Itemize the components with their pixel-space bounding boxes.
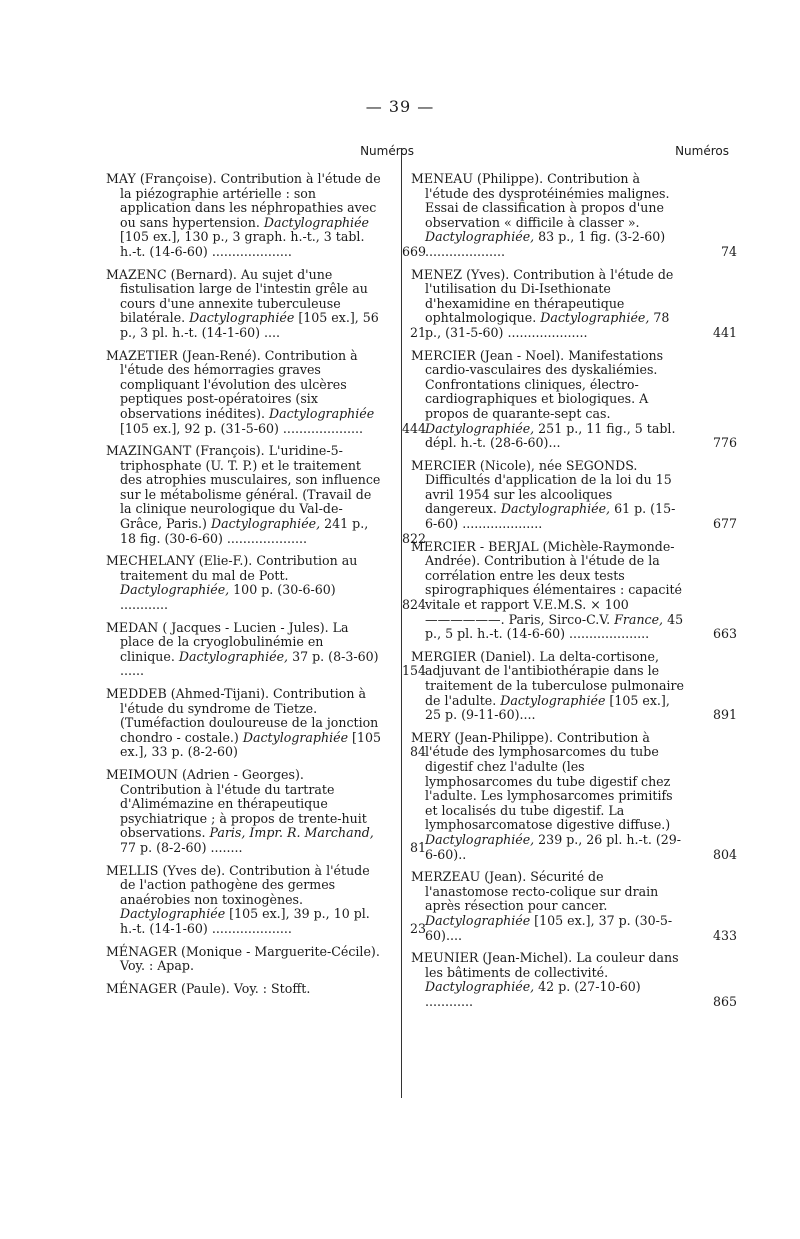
entry-number: 824 [401, 597, 426, 613]
entry-list-left [106, 171, 426, 996]
entry-given-name: (Michèle-Raymonde-Andrée). [425, 538, 675, 569]
bibliography-entry [106, 266, 426, 341]
entry-author: MERY [411, 729, 451, 745]
entry-title: Contribution à l'étude de l'utilisation du Di-Isethionate d'hexamidine en thérapeutique ophtalmologique. [425, 266, 674, 326]
entry-given-name: (Daniel). [480, 648, 536, 664]
entry-publication: Dactylographiée, [425, 979, 535, 995]
entry-author: MENEAU [411, 171, 474, 186]
entry-title: Manifestations cardio-vasculaires des dyskaliémies. Confrontations cliniques, électro-cardiographiques et biologiques. A propos de quarante-sept cas. [425, 347, 664, 421]
entry-given-name: (Jean). [484, 869, 527, 885]
entry-title: Sécurité de l'anastomose recto-colique sur drain après résection pour cancer. [425, 869, 659, 914]
entry-number: 444 [401, 420, 426, 436]
entry-title: Contribution à l'étude de l'action pathogène des germes anaérobies non toxinogènes. [120, 862, 370, 907]
entry-publication: Dactylographiée, [425, 420, 535, 436]
bibliography-entry [411, 347, 737, 451]
entry-author: MEIMOUN [106, 766, 178, 782]
entry-details: [105 ex.], 37 p. (30-5-60).... [425, 912, 673, 943]
entry-author: MERGIER [411, 648, 477, 664]
entry-details: 241 p., 18 fig. (30-6-60) .................... [120, 516, 369, 546]
entry-publication: Dactylographiée, [120, 582, 230, 598]
column-divider [401, 148, 402, 1098]
entry-number: 891 [712, 707, 737, 723]
entry-details: 61 p. (15-6-60) .................... [425, 501, 676, 532]
entry-details: 83 p., 1 fig. (3-2-60) .................... [425, 229, 666, 259]
bibliography-entry [411, 457, 737, 532]
entry-number: 433 [712, 927, 737, 943]
entry-details: 78 p., (31-5-60) .................... [425, 310, 670, 340]
bibliography-entry [106, 619, 426, 679]
entry-given-name: (Jean-Philippe). [454, 729, 553, 745]
entry-publication: France, [614, 611, 664, 627]
entry-publication: Dactylographiée, [210, 516, 321, 532]
entry-title: Contribution à l'étude du tartrate d'Alimémazine en thérapeutique psychiatrique ; à propos de trente-huit observations. [120, 781, 367, 841]
entry-title: La delta-cortisone, adjuvant de l'antibiothérapie dans le traitement de la tuberculose pulmonaire de l'adulte. [425, 648, 685, 708]
entry-given-name: (Jean - Noel). [479, 347, 565, 363]
entry-details: [105 ex.], 92 p. (31-5-60) .................... [120, 420, 363, 436]
entry-number: 23 [409, 920, 426, 936]
entry-number: 804 [712, 846, 737, 862]
entry-publication: Dactylographiée [120, 906, 226, 922]
entry-title: La couleur dans les bâtiments de collectivité. [425, 950, 679, 980]
right-column [411, 144, 737, 1017]
bibliography-entry [106, 982, 382, 997]
entry-author: MAZETIER [106, 347, 178, 363]
entry-author: MAZINGANT [106, 443, 192, 459]
entry-title: L'uridine-5-triphosphate (U. T. P.) et le traitement des atrophies musculaires, son influence sur le métabolisme général. (Travail de la clinique neurologique du Val-de-Grâce, Paris.) [120, 443, 381, 532]
entry-publication: Dactylographiée, [540, 310, 650, 326]
entry-publication: Dactylographiée [425, 912, 531, 928]
entry-given-name: (Bernard). [170, 266, 237, 282]
entry-title: Contribution à l'étude de la corrélation entre les deux tests spirographiques élémentaires : capacité vitale et rapport V.E.M.S. × 100 ——————. Paris, Sirco-C.V. [425, 553, 682, 627]
left-column [106, 144, 426, 1004]
entry-author: MELLIS [106, 862, 159, 878]
entry-publication: Dactylographiée, [178, 648, 289, 664]
entry-author: MENEZ [411, 266, 463, 282]
entry-author: MEDDEB [106, 686, 167, 701]
entry-publication: Dactylographiée [269, 405, 375, 421]
entry-author: MÉNAGER [106, 980, 177, 996]
numeros-header-right: Numéros [675, 144, 729, 158]
entry-title: Contribution à l'étude des hémorragies graves compliquant l'évolution des ulcères peptiques post-opératoires (six observations inédites). [120, 347, 358, 421]
entry-given-name: (Elie-F.). [198, 553, 253, 569]
entry-author: MERCIER [411, 457, 476, 473]
entry-details: 42 p. (27-10-60) ............ [425, 979, 641, 1009]
entry-title: La place de la cryoglobulinémie en clinique. [120, 619, 349, 664]
entry-number: 154 [401, 663, 426, 679]
entry-given-name: (Françoise). [139, 171, 217, 186]
entry-number: 776 [712, 435, 737, 451]
entry-list-right [411, 171, 737, 1009]
entry-number: 21 [409, 324, 426, 340]
bibliography-entry [411, 729, 737, 862]
entry-number: 669 [401, 243, 426, 259]
bibliography-entry [411, 266, 737, 341]
entry-publication: Dactylographiée, [500, 501, 611, 517]
entry-publication: Dactylographiée [263, 214, 369, 230]
entry-given-name: (Ahmed-Tijani). [170, 686, 270, 701]
entry-number: 81 [409, 839, 426, 855]
bibliography-entry [106, 862, 426, 937]
entry-publication: Dactylographiée, [425, 229, 535, 245]
entry-publication: Paris, Impr. R. Marchand, [209, 825, 374, 841]
entry-details: [105 ex.], 39 p., 10 pl. h.-t. (14-1-60) .................... [120, 906, 370, 936]
entry-publication: Dactylographiée [189, 310, 295, 326]
bibliography-entry [411, 538, 737, 642]
entry-given-name: (Paule). [180, 980, 230, 996]
entry-author: MERCIER [411, 347, 476, 363]
entry-title: Voy. : Stofft. [233, 980, 311, 996]
entry-number: 74 [720, 243, 737, 259]
entry-details: [105 ex.], 56 p., 3 pl. h.-t. (14-1-60) .... [120, 310, 379, 340]
bibliography-entry [106, 171, 426, 260]
entry-given-name: (Jean-René). [182, 347, 261, 363]
entry-number: 865 [712, 993, 737, 1009]
entry-given-name: (Jean-Michel). [482, 950, 573, 966]
entry-author: MECHELANY [106, 553, 195, 569]
bibliography-entry [411, 648, 737, 723]
bibliography-entry [106, 766, 426, 856]
entry-given-name: (Philippe). [477, 171, 544, 186]
entry-title: Contribution à l'étude du syndrome de Tietze. (Tuméfaction douloureuse de la jonction chondro - costale.) [120, 686, 379, 745]
entry-given-name: (François). [195, 443, 265, 459]
bibliography-entry [106, 347, 426, 437]
bibliography-entry [106, 686, 426, 760]
entry-number: 677 [712, 516, 737, 532]
numeros-header-left: Numéros [360, 144, 414, 158]
entry-title: née SEGONDS. Difficultés d'application de la loi du 15 avril 1954 sur les alcooliques dangereux. [425, 457, 672, 517]
entry-given-name: (Monique - Marguerite-Cécile). [180, 943, 380, 959]
entry-author: MÉNAGER [106, 943, 177, 959]
entry-publication: Dactylographiée [242, 729, 349, 745]
entry-author: MAZENC [106, 266, 167, 282]
entry-given-name: (Yves). [466, 266, 510, 282]
entry-details: 100 p. (30-6-60) ............ [120, 582, 336, 613]
entry-given-name: (Adrien - Georges). [181, 766, 304, 782]
entry-details: [105 ex.], 130 p., 3 graph. h.-t., 3 tabl. h.-t. (14-6-60) .................... [120, 229, 365, 259]
entry-number: 441 [712, 324, 737, 340]
entry-number: 663 [712, 626, 737, 642]
entry-publication: Dactylographiée [500, 692, 606, 708]
bibliography-entry [106, 945, 382, 974]
entry-details: 37 p. (8-3-60) ...... [120, 648, 379, 679]
entry-details: 77 p. (8-2-60) ........ [120, 839, 243, 855]
entry-given-name: (Yves de). [162, 862, 226, 878]
entry-author: MERCIER - BERJAL [411, 538, 539, 554]
entry-details: [105 ex.], 25 p. (9-11-60).... [425, 692, 670, 723]
entry-title: Voy. : Apap. [120, 958, 194, 974]
entry-title: Contribution à l'étude de la piézographie artérielle : son application dans les néphropathies avec ou sans hypertension. [120, 171, 381, 230]
entry-details: 239 p., 26 pl. h.-t. (29-6-60).. [425, 831, 682, 862]
entry-details: [105 ex.], 33 p. (8-2-60) [120, 729, 381, 760]
entry-author: MEDAN [106, 619, 159, 635]
entry-author: MERZEAU [411, 869, 481, 885]
bibliography-entry [106, 553, 426, 613]
entry-title: Contribution à l'étude des lymphosarcomes du tube digestif chez l'adulte (les lymphosarcomes du tube digestif chez l'adulte. Les lymphosarcomes primitifs et localisés du tube digestif. La lymphosarcomatose digestive diffuse.) [425, 729, 673, 833]
entry-details: 45 p., 5 pl. h.-t. (14-6-60) .................... [425, 611, 684, 642]
entry-author: MEUNIER [411, 950, 479, 966]
bibliography-entry [411, 171, 737, 260]
bibliography-entry [411, 869, 737, 943]
entry-author: MAY [106, 171, 136, 186]
bibliography-entry [411, 950, 737, 1009]
page-number: — 39 — [365, 97, 435, 116]
entry-title: Contribution à l'étude des dysprotéinémies malignes. Essai de classification à propos d'une observation « difficile à classer ». [425, 171, 670, 230]
entry-details: 251 p., 11 fig., 5 tabl. dépl. h.-t. (28-6-60)... [425, 420, 676, 451]
bibliography-entry [106, 443, 426, 546]
entry-number: 84 [409, 744, 426, 760]
entry-title: Au sujet d'une fistulisation large de l'intestin grêle au cours d'une annexite tuberculeuse bilatérale. [120, 266, 368, 326]
entry-given-name: ( Jacques - Lucien - Jules). [162, 619, 329, 635]
entry-given-name: (Nicole), [479, 457, 535, 473]
entry-title: Contribution au traitement du mal de Pott. [120, 553, 358, 583]
entry-number: 822 [401, 530, 426, 546]
entry-publication: Dactylographiée, [425, 831, 535, 847]
